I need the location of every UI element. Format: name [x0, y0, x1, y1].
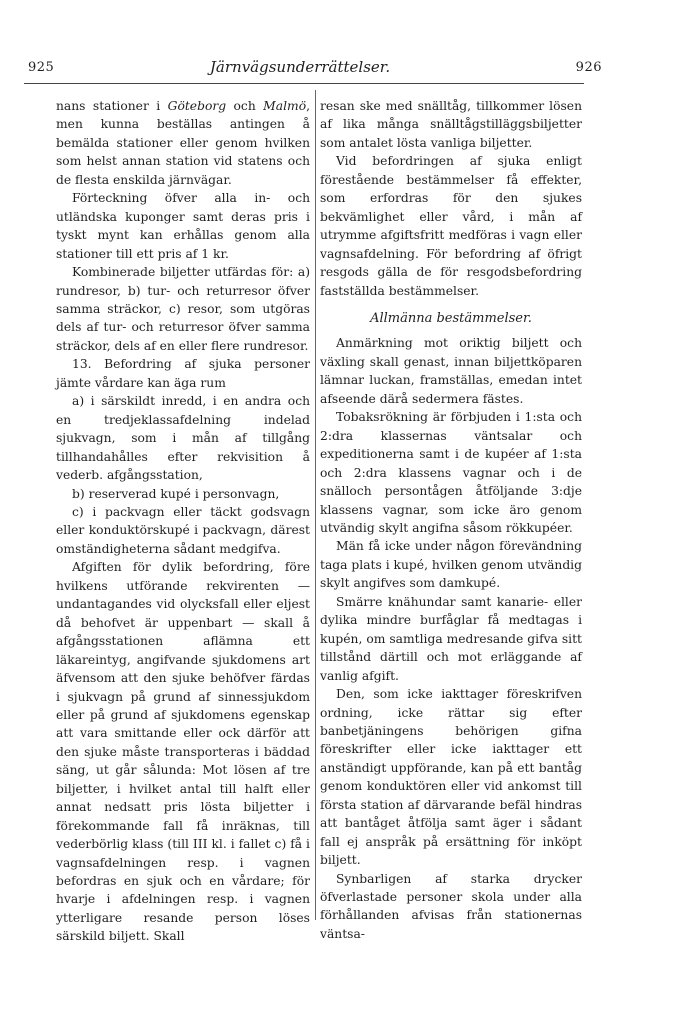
- paragraph: resan ske med snälltåg, tillkommer lösen af lika många snälltågstilläggsbiljetter som antalet lösta vanliga biljetter.: [320, 99, 582, 150]
- header-rule: [24, 83, 584, 84]
- paragraph: 13. Befordring af sjuka personer jämte vårdare kan äga rum: [56, 357, 310, 390]
- paragraph: Män få icke under någon förevändning taga plats i kupé, hvilken genom utvändig skylt angifves som damkupé.: [320, 539, 582, 591]
- paragraph: Den, som icke iakttager föreskrifven ordning, icke rättar sig efter banbetjäningens behörigen gifna föreskrifter eller icke iakttager ett anständigt uppförande, kan på ett bantåg genom konduktören eller vid ankomst till första station af därvarande befäl hindras att bantåget åtfölja samt äger i sådant fall ej anspråk på ersättning för inköpt biljett.: [320, 687, 582, 868]
- right-page-number: 926: [575, 60, 602, 75]
- paragraph: Anmärkning mot oriktig biljett och växling skall genast, innan biljettköparen lämnar luckan, framställas, emedan intet afseende därå sedermera fästes.: [320, 336, 582, 406]
- paragraph: [56, 97, 310, 189]
- left-page-number: 925: [28, 60, 55, 75]
- paragraph: Tobaksrökning är förbjuden i 1:sta och 2:dra klassernas väntsalar och expeditionerna samt i de kupéer af 1:sta och 2:dra klassens vagnar och i de snälloch persontågen åtföljande 3:dje klassens vagnar, som icke äro genom utvändig skylt angifna såsom rökkupéer.: [320, 410, 582, 535]
- paragraph: a) i särskildt inredd, i en andra och en tredjeklassafdelning indelad sjukvagn, som i mån af tillgång tillhandahålles efter rekvisition å vederb. afgångsstation,: [56, 394, 310, 483]
- text-run: och: [226, 99, 264, 113]
- paragraph: Kombinerade biljetter utfärdas för: a) rundresor, b) tur- och returresor öfver samma sträckor, c) resor, som utgöras dels af tur- och returresor öfver samma sträckor, dels af en eller flere rundresor.: [56, 265, 310, 353]
- paragraph: Afgiften för dylik befordring, före hvilkens utförande rekvirenten — undantagandes vid olycksfall eller eljest då behofvet är uppenbart — skall å afgångsstationen aflämna ett läkareintyg, angifvande sjukdomens art äfvensom att den sjuke behöfver färdas i sjukvagn på grund af sinnessjukdom eller på grund af sjukdomens egenskap att vara smittande eller ock därför att den sjuke måste transporteras i bäddad säng, ut går sålunda: Mot lösen af tre biljetter, i hvilket antal till halft eller annat nedsatt pris lösta biljetter i förekommande fall få inräknas, till vederbörlig klass (till III kl. i fallet c) få i vagnsafdelningen resp. i vagnen befordras en sjuk och en vårdare; för hvarje i afdelningen resp. i vagnen ytterligare resande person löses särskild biljett. Skall: [56, 560, 310, 944]
- paragraph: Förteckning öfver alla in- och utländska kuponger samt deras pris i tyskt mynt kan erhållas genom alla stationer till ett pris af 1 kr.: [56, 191, 310, 261]
- city-name: Malmö: [263, 99, 307, 113]
- page-header: [0, 0, 688, 90]
- text-run: nans stationer i: [56, 99, 168, 113]
- left-column: [56, 97, 310, 946]
- paragraph: Vid befordringen af sjuka enligt förestående bestämmelser få effekter, som erfordras för den sjukes bekvämlighet eller vård, i mån af utrymme afgiftsfritt medföras i vagn eller vagnsafdelning. För befordring af öfrigt resgods gälla de för resgodsbefordring fastställda bestämmelser.: [320, 154, 582, 298]
- paragraph: b) reserverad kupé i personvagn,: [72, 486, 280, 501]
- paragraph: Synbarligen af starka drycker öfverlastade personer skola under alla förhållanden afvisas från stationernas väntsa-: [320, 871, 582, 941]
- running-title: Järnvägsunderrättelser.: [209, 58, 391, 76]
- city-name: Göteborg: [167, 99, 227, 113]
- section-heading: Allmänna bestämmelser.: [370, 310, 532, 326]
- column-divider: [315, 90, 316, 920]
- text-run: , men kunna beställas antingen å bemälda stationer eller genom hvilken som helst annan station vid statens och de flesta enskilda järnvägar.: [56, 99, 311, 187]
- right-column: [320, 97, 582, 943]
- paragraph: c) i packvagn eller täckt godsvagn eller konduktörskupé i packvagn, därest omständigheterna sådant medgifva.: [56, 504, 310, 556]
- paragraph: Smärre knähundar samt kanarie- eller dylika mindre burfåglar få medtagas i kupén, om samtliga medresande gifva sitt tillstånd därtill och mot erläggande af vanlig afgift.: [320, 594, 582, 683]
